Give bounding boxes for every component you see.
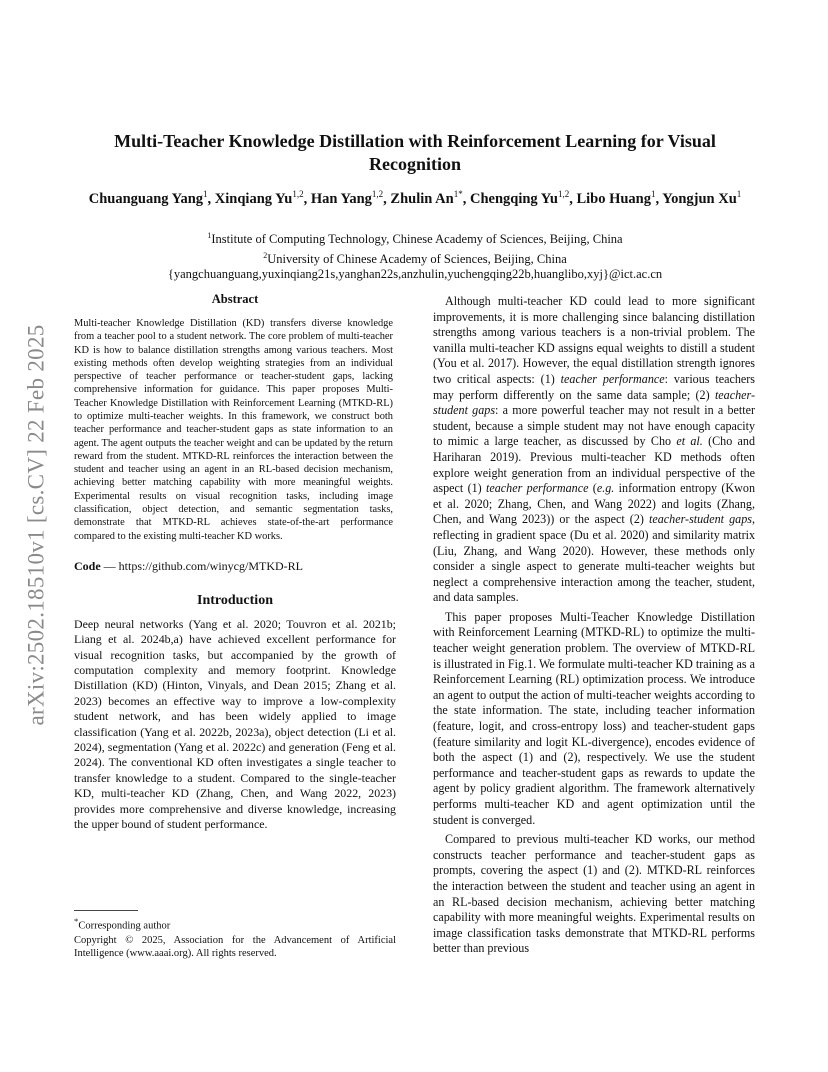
body-text: ( <box>588 481 597 496</box>
author-affiliation-mark: 1,2 <box>292 189 304 199</box>
author-affiliation-mark: 1 <box>651 189 656 199</box>
body-paragraph: This paper proposes Multi-Teacher Knowledge Distillation with Reinforcement Learning (MTKD-RL) to optimize the multi-teacher weight generation problem. The overview of MTKD-RL is illustrated in Fig.1. We formulate multi-teacher KD training as a Reinforcement Learning (RL) optimization process. We introduce an agent to output the action of multi-teacher weights according to the state information. The state, including teacher information (feature, logit, and cross-entropy loss) and teacher-student gaps (feature similarity and logit KL-divergence), encodes evidence of both the aspect (1) and (2), respectively. We use the student performance and teacher-student gaps as rewards to update the agent by policy gradient algorithm. The framework alternatively performs multi-teacher KD and agent optimization until the student is converged. <box>433 609 755 827</box>
affiliation-line <box>80 228 750 248</box>
footnote-rule <box>74 910 138 911</box>
arxiv-identifier-sidebar <box>22 290 52 760</box>
body-paragraph <box>433 294 755 606</box>
code-repository-link[interactable]: https://github.com/winycg/MTKD-RL <box>118 558 303 573</box>
affiliation-text: Institute of Computing Technology, Chinese Academy of Sciences, Beijing, China <box>211 232 623 247</box>
body-text: , reflecting in gradient space (Du et al. 2020) and similarity matrix (Liu, Zhang, and Wang 2020). However, these methods only consider a single aspect to generate multi-teacher weights but neglect a comprehensive interaction among the teacher, student, and data samples. <box>433 512 755 605</box>
emphasis-text: teacher performance <box>486 481 589 496</box>
footnote-area <box>74 910 396 960</box>
code-link-line <box>74 559 396 574</box>
introduction-paragraph: Deep neural networks (Yang et al. 2020; Touvron et al. 2021b; Liang et al. 2024b,a) have achieved excellent performance for visual recognition tasks, but accompanied by the growth of computation complexity and memory footprint. Knowledge Distillation (KD) (Hinton, Vinyals, and Dean 2015; Zhang et al. 2023) becomes an effective way to improve a low-complexity student network, and has been widely applied to image classification (Yang et al. 2022b, 2023a), object detection (Li et al. 2024), segmentation (Yang et al. 2022c) and generation (Feng et al. 2024). The conventional KD often investigates a single teacher to transfer knowledge to a student. Compared to the single-teacher KD, multi-teacher KD (Zhang, Chen, and Wang 2022, 2023) provides more comprehensive and diverse knowledge, increasing the upper bound of student performance. <box>74 616 396 832</box>
author-name: Xinqiang Yu <box>214 190 293 207</box>
introduction-heading: Introduction <box>197 592 273 608</box>
author-name: Han Yang <box>310 190 372 207</box>
copyright-notice: Copyright © 2025, Association for the Advancement of Artificial Intelligence (www.aaai.org). All rights reserved. <box>74 934 396 959</box>
author-affiliation-mark: 1 <box>736 189 742 199</box>
author-name: Chengqing Yu <box>469 190 558 207</box>
abstract-text: Multi-teacher Knowledge Distillation (KD) transfers diverse knowledge from a teacher pool to a student network. The core problem of multi-teacher KD is how to balance distillation strengths among various teachers. Most existing methods often develop weighting strategies from an individual perspective of teacher performance or teacher-student gaps, lacking comprehensive information for guidance. This paper proposes Multi-Teacher Knowledge Distillation with Reinforcement Learning (MTKD-RL) to optimize multi-teacher weights. In this framework, we construct both teacher performance and teacher-student gaps as state information to an agent. The agent outputs the teacher weight and can be updated by the return reward from the student. MTKD-RL reinforces the interaction between the student and teacher using an agent in an RL-based decision mechanism, achieving better matching capability with more meaningful weights. Experimental results on visual recognition tasks, including image classification, object detection, and semantic segmentation tasks, demonstrate that MTKD-RL achieves state-of-the-art performance compared to the existing multi-teacher KD works. <box>74 317 393 542</box>
body-paragraph: Compared to previous multi-teacher KD works, our method constructs teacher performance and teacher-student gaps as prompts, covering the aspect (1) and (2). MTKD-RL reinforces the interaction between the student and teacher using an agent in an RL-based decision mechanism, achieving better matching capability with more meaningful weights. Experimental results on image classification tasks demonstrate that MTKD-RL performs better than previous <box>433 832 755 956</box>
footnote <box>74 915 396 933</box>
body-text: : a more powerful teacher may not result in a better student, because a simple student may not have enough capacity to mimic a large teacher, as discussed by Cho <box>433 403 755 449</box>
affiliation-mark: 2 <box>263 250 268 260</box>
affiliation-line <box>80 248 750 268</box>
footnote-text: Corresponding author <box>78 920 171 932</box>
emphasis-text: teacher performance <box>560 371 665 386</box>
arxiv-identifier: arXiv:2502.18510v1 [cs.CV] 22 Feb 2025 <box>24 324 49 726</box>
author-list: Chuanguang Yang$^1$, Xinqiang Yu$^{1,2}$, Han Yang$^{1,2}$, Zhulin $An^{1*}$, Chengqing Yu$^{1,2}$, Libo Huang$^1$, Yongjun Xu$^1$ <box>88 189 742 207</box>
right-column <box>433 294 755 957</box>
author-affiliation-mark: 1* <box>453 189 463 199</box>
author-name: Libo Huang <box>576 190 651 207</box>
paper-title: Multi-Teacher Knowledge Distillation with Reinforcement Learning for Visual Recognition <box>114 131 716 174</box>
emphasis-text: et al. <box>676 434 703 449</box>
author-name: Chuanguang Yang <box>88 190 204 207</box>
author-emails: {yangchuanguang,yuxinqiang21s,yanghan22s,anzhulin,yuchengqing22b,huanglibo,xyj}@ict.ac.cn <box>167 267 663 282</box>
author-affiliation-mark: 1,2 <box>371 189 384 199</box>
affiliation-mark: 1 <box>207 231 212 240</box>
body-text: Although multi-teacher KD could lead to more significant improvements, it is more challenging since balancing distillation strengths among various teachers is a non-trivial problem. The vanilla multi-teacher KD assigns equal weights to distill a student (You et al. 2017). However, the equal distillation strength ignores two critical aspects: (1) <box>433 294 755 386</box>
emphasis-text: teacher-student gaps <box>649 512 752 527</box>
body-text: information entropy (Kwon et al. 2020; Zhang, Chen, and Wang 2022) and logits (Zhang, Chen, and Wang 2023)) or the aspect (2) <box>433 481 755 527</box>
body-text: : various teachers may perform differently on the same data sample; (2) <box>433 371 755 402</box>
code-label: Code <box>74 558 101 573</box>
footnote-mark: * <box>74 916 79 926</box>
author-affiliation-mark: 1,2 <box>557 189 570 199</box>
body-text: (Cho and Hariharan 2019). Previous multi-teacher KD methods often explore weight generation from an individual perspective of the aspect (1) <box>433 434 756 496</box>
emphasis-text: e.g. <box>596 481 615 496</box>
author-affiliation-mark: 1 <box>203 189 208 199</box>
author-name: Yongjun Xu <box>662 190 737 207</box>
affiliation-text: University of Chinese Academy of Sciences, Beijing, China <box>267 251 567 266</box>
affiliations <box>80 228 750 283</box>
emphasis-text: teacher-student gaps <box>433 387 755 418</box>
abstract-heading: Abstract <box>211 292 259 306</box>
author-name: Zhulin An <box>390 190 454 207</box>
code-separator: — <box>100 558 119 573</box>
left-column <box>74 292 396 832</box>
